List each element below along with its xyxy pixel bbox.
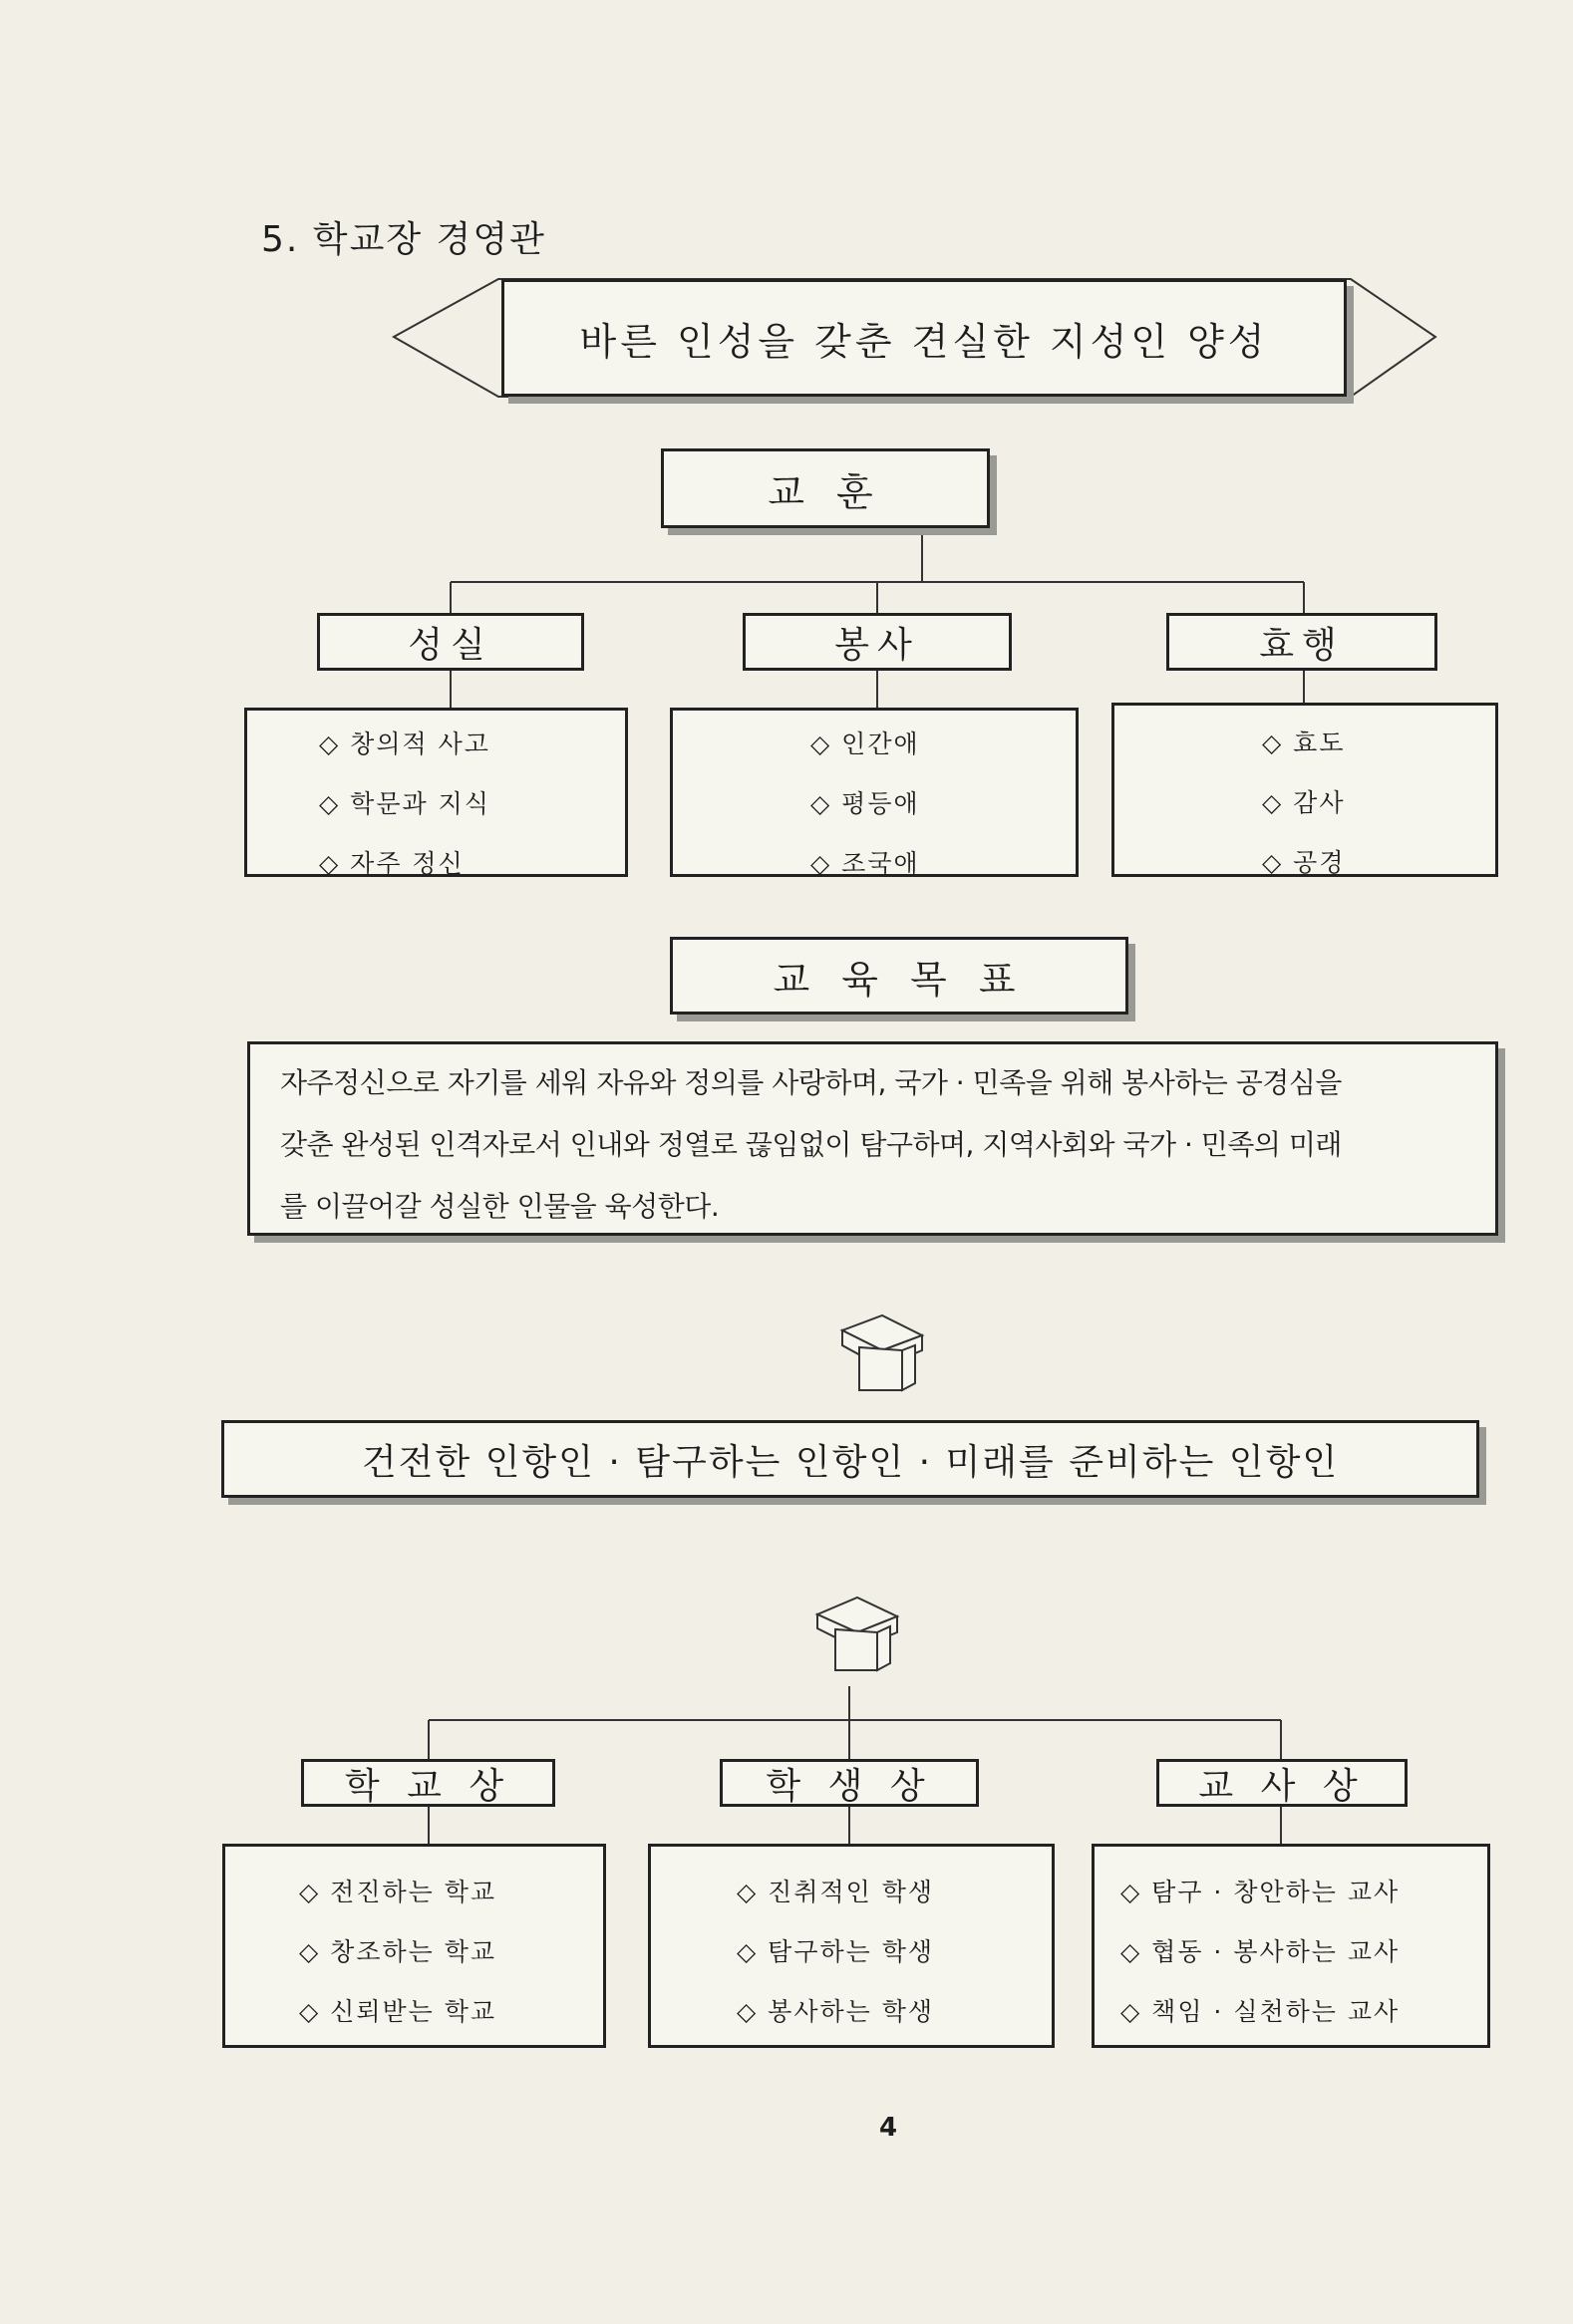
virtue-items-box — [244, 708, 628, 877]
virtue-label: 성실 — [408, 624, 493, 666]
motto-title-box — [661, 448, 990, 528]
virtue-label-box — [317, 613, 584, 671]
ideal-items-box — [1092, 1844, 1490, 2048]
list-item: ◇ 조국애 — [810, 849, 920, 878]
list-item: ◇ 창조하는 학교 — [299, 1937, 497, 1966]
virtue-items-box — [670, 708, 1079, 877]
list-item: ◇ 탐구 · 창안하는 교사 — [1120, 1878, 1401, 1906]
up-arrow-icon — [842, 1315, 922, 1390]
virtue-items-box — [1111, 703, 1498, 877]
ideal-statement-box — [221, 1420, 1479, 1498]
ideal-items-box — [648, 1844, 1055, 2048]
page-number: 4 — [879, 2113, 898, 2143]
list-item: ◇ 학문과 지식 — [319, 789, 490, 818]
goal-title-box — [670, 937, 1128, 1015]
ideal-label-box — [720, 1759, 979, 1807]
virtue-label: 효행 — [1259, 624, 1345, 666]
up-arrow-icon-2 — [817, 1598, 897, 1670]
list-item: ◇ 인간애 — [810, 729, 920, 758]
motto-title: 교 훈 — [768, 469, 883, 514]
list-item: ◇ 책임 · 실천하는 교사 — [1120, 1997, 1401, 2026]
ideal-label-box — [1156, 1759, 1408, 1807]
list-item: ◇ 감사 — [1262, 788, 1346, 817]
list-item: ◇ 탐구하는 학생 — [737, 1937, 935, 1966]
virtue-label-box — [743, 613, 1012, 671]
vision-text: 바른 인성을 갖춘 견실한 지성인 양성 — [579, 319, 1269, 364]
ideal-label: 학 생 상 — [766, 1765, 933, 1807]
goal-box — [247, 1041, 1498, 1236]
list-item: ◇ 협동 · 봉사하는 교사 — [1120, 1937, 1401, 1966]
goal-line: 를 이끌어갈 성실한 인물을 육성한다. — [280, 1190, 720, 1223]
ideal-label-box — [301, 1759, 555, 1807]
ideal-label: 교 사 상 — [1198, 1765, 1366, 1807]
vision-box — [501, 279, 1347, 397]
list-item: ◇ 봉사하는 학생 — [737, 1997, 935, 2026]
list-item: ◇ 신뢰받는 학교 — [299, 1997, 497, 2026]
ideal-items-box — [222, 1844, 606, 2048]
list-item: ◇ 전진하는 학교 — [299, 1878, 497, 1906]
ideal-statement: 건전한 인항인 · 탐구하는 인항인 · 미래를 준비하는 인항인 — [361, 1441, 1340, 1483]
goal-line: 자주정신으로 자기를 세워 자유와 정의를 사랑하며, 국가 · 민족을 위해 봉사하는 공경심을 — [280, 1066, 1342, 1099]
goal-line: 갖춘 완성된 인격자로서 인내와 정열로 끊임없이 탐구하며, 지역사회와 국가 · 민족의 미래 — [280, 1128, 1342, 1161]
ideal-label: 학 교 상 — [344, 1765, 512, 1807]
virtue-label-box — [1166, 613, 1437, 671]
list-item: ◇ 진취적인 학생 — [737, 1878, 935, 1906]
list-item: ◇ 자주 정신 — [319, 849, 465, 878]
list-item: ◇ 효도 — [1262, 728, 1346, 757]
virtue-label: 봉사 — [834, 624, 920, 666]
goal-title: 교 육 목 표 — [773, 957, 1026, 1002]
list-item: ◇ 창의적 사고 — [319, 729, 490, 758]
list-item: ◇ 공경 — [1262, 848, 1346, 877]
section-title: 5. 학교장 경영관 — [261, 219, 546, 260]
list-item: ◇ 평등애 — [810, 789, 920, 818]
